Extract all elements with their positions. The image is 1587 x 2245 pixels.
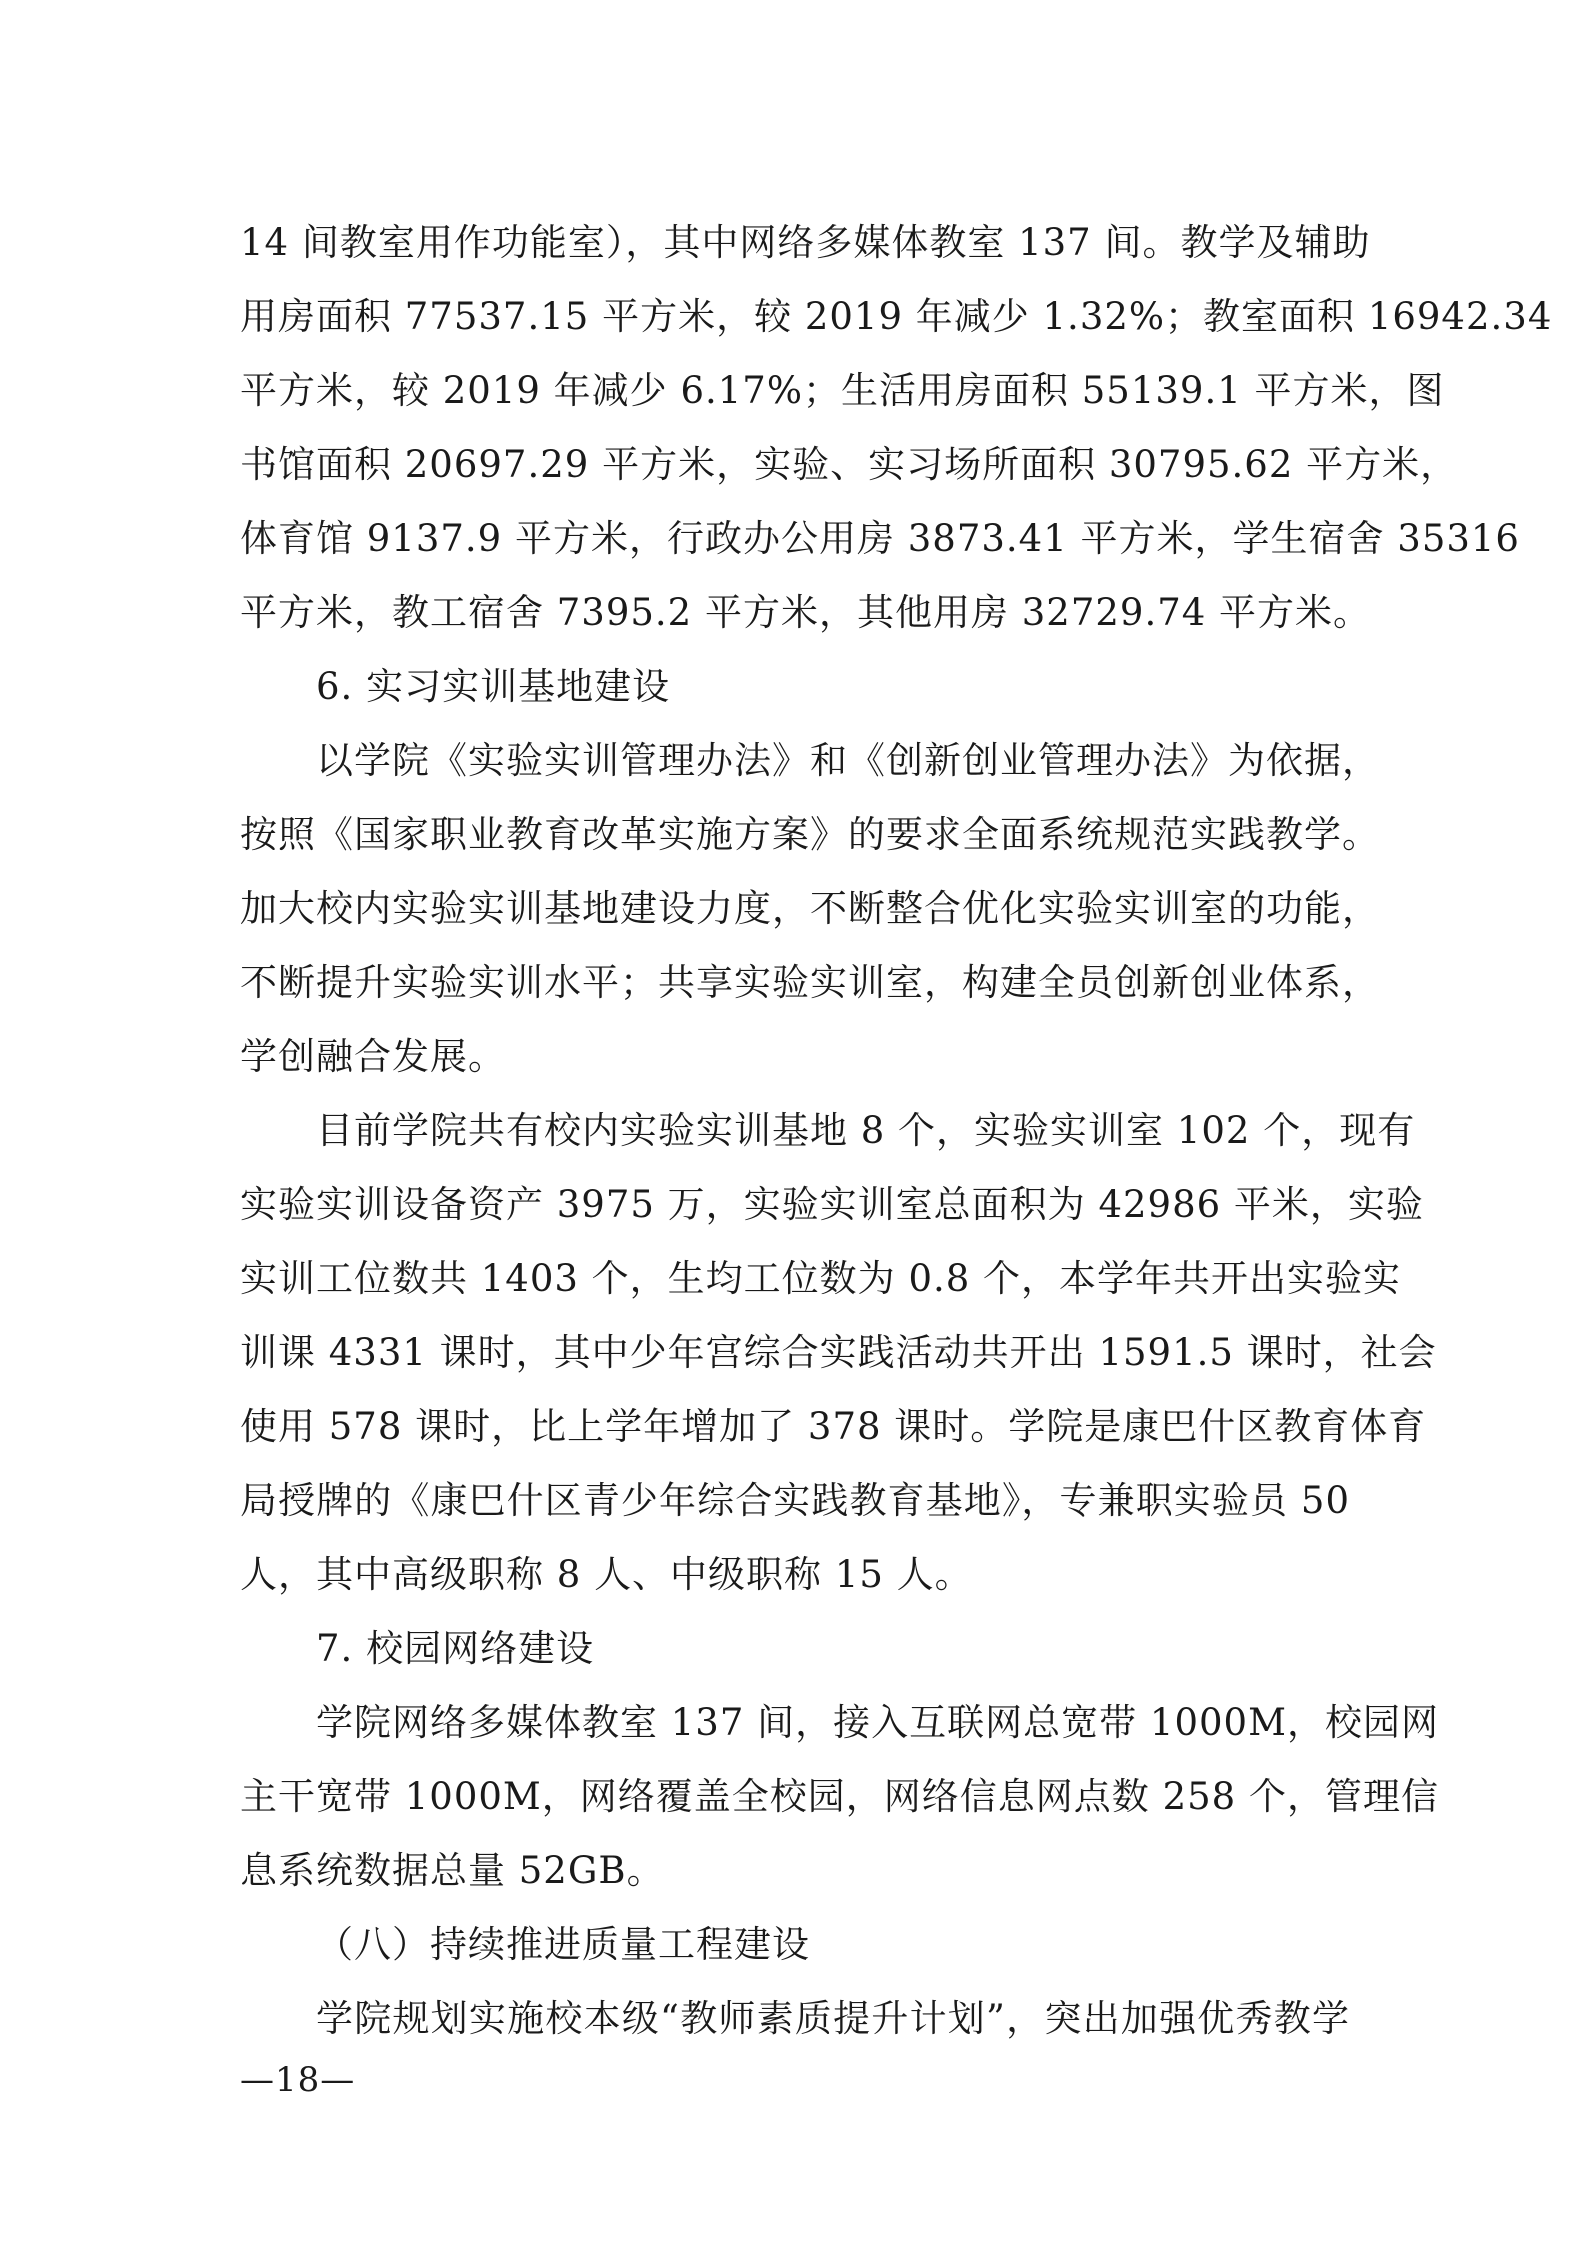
text-line: 学院规划实施校本级“教师素质提升计划”，突出加强优秀教学 — [316, 1997, 1350, 2040]
text-line: 平方米，教工宿舍 7395.2 平方米，其他用房 32729.74 平方米。 — [240, 591, 1372, 634]
text-line: 以学院《实验实训管理办法》和《创新创业管理办法》为依据， — [316, 739, 1380, 782]
document-body — [240, 206, 1553, 2056]
text-line: 14 间教室用作功能室），其中网络多媒体教室 137 间。教学及辅助 — [240, 221, 1371, 264]
paragraph-facilities — [240, 206, 1553, 650]
section-heading-campus-network: 7. 校园网络建设 — [316, 1627, 595, 1670]
text-line: 加大校内实验实训基地建设力度，不断整合优化实验实训室的功能， — [240, 887, 1380, 930]
text-line: 息系统数据总量 52GB。 — [240, 1849, 665, 1892]
text-line: 学创融合发展。 — [240, 1035, 506, 1078]
text-line: 目前学院共有校内实验实训基地 8 个，实验实训室 102 个，现有 — [316, 1109, 1416, 1152]
paragraph-quality — [240, 1982, 1350, 2056]
page-number: —18— — [240, 2060, 356, 2100]
text-line: 局授牌的《康巴什区青少年综合实践教育基地》，专兼职实验员 50 — [240, 1479, 1350, 1522]
text-line: 不断提升实验实训水平；共享实验实训室，构建全员创新创业体系， — [240, 961, 1380, 1004]
text-line: 用房面积 77537.15 平方米，较 2019 年减少 1.32%；教室面积 16942.34 — [240, 295, 1553, 338]
text-line: 平方米，较 2019 年减少 6.17%；生活用房面积 55139.1 平方米，图 — [240, 369, 1445, 412]
text-line: 实训工位数共 1403 个，生均工位数为 0.8 个，本学年共开出实验实 — [240, 1257, 1402, 1300]
section-heading-quality-project: （八）持续推进质量工程建设 — [316, 1923, 810, 1966]
text-line: 使用 578 课时，比上学年增加了 378 课时。学院是康巴什区教育体育 — [240, 1405, 1427, 1448]
paragraph-training-policy — [240, 724, 1380, 1094]
text-line: 人，其中高级职称 8 人、中级职称 15 人。 — [240, 1553, 973, 1596]
text-line: 学院网络多媒体教室 137 间，接入互联网总宽带 1000M，校园网 — [316, 1701, 1439, 1744]
text-line: 主干宽带 1000M，网络覆盖全校园，网络信息网点数 258 个，管理信 — [240, 1775, 1439, 1818]
text-line: 实验实训设备资产 3975 万，实验实训室总面积为 42986 平米，实验 — [240, 1183, 1424, 1226]
text-line: 按照《国家职业教育改革实施方案》的要求全面系统规范实践教学。 — [240, 813, 1380, 856]
paragraph-network — [240, 1686, 1439, 1908]
paragraph-training-stats — [240, 1094, 1437, 1612]
section-heading-training-base: 6. 实习实训基地建设 — [316, 665, 671, 708]
text-line: 体育馆 9137.9 平方米，行政办公用房 3873.41 平方米，学生宿舍 35316 — [240, 517, 1520, 560]
text-line: 书馆面积 20697.29 平方米，实验、实习场所面积 30795.62 平方米， — [240, 443, 1459, 486]
text-line: 训课 4331 课时，其中少年宫综合实践活动共开出 1591.5 课时，社会 — [240, 1331, 1437, 1374]
